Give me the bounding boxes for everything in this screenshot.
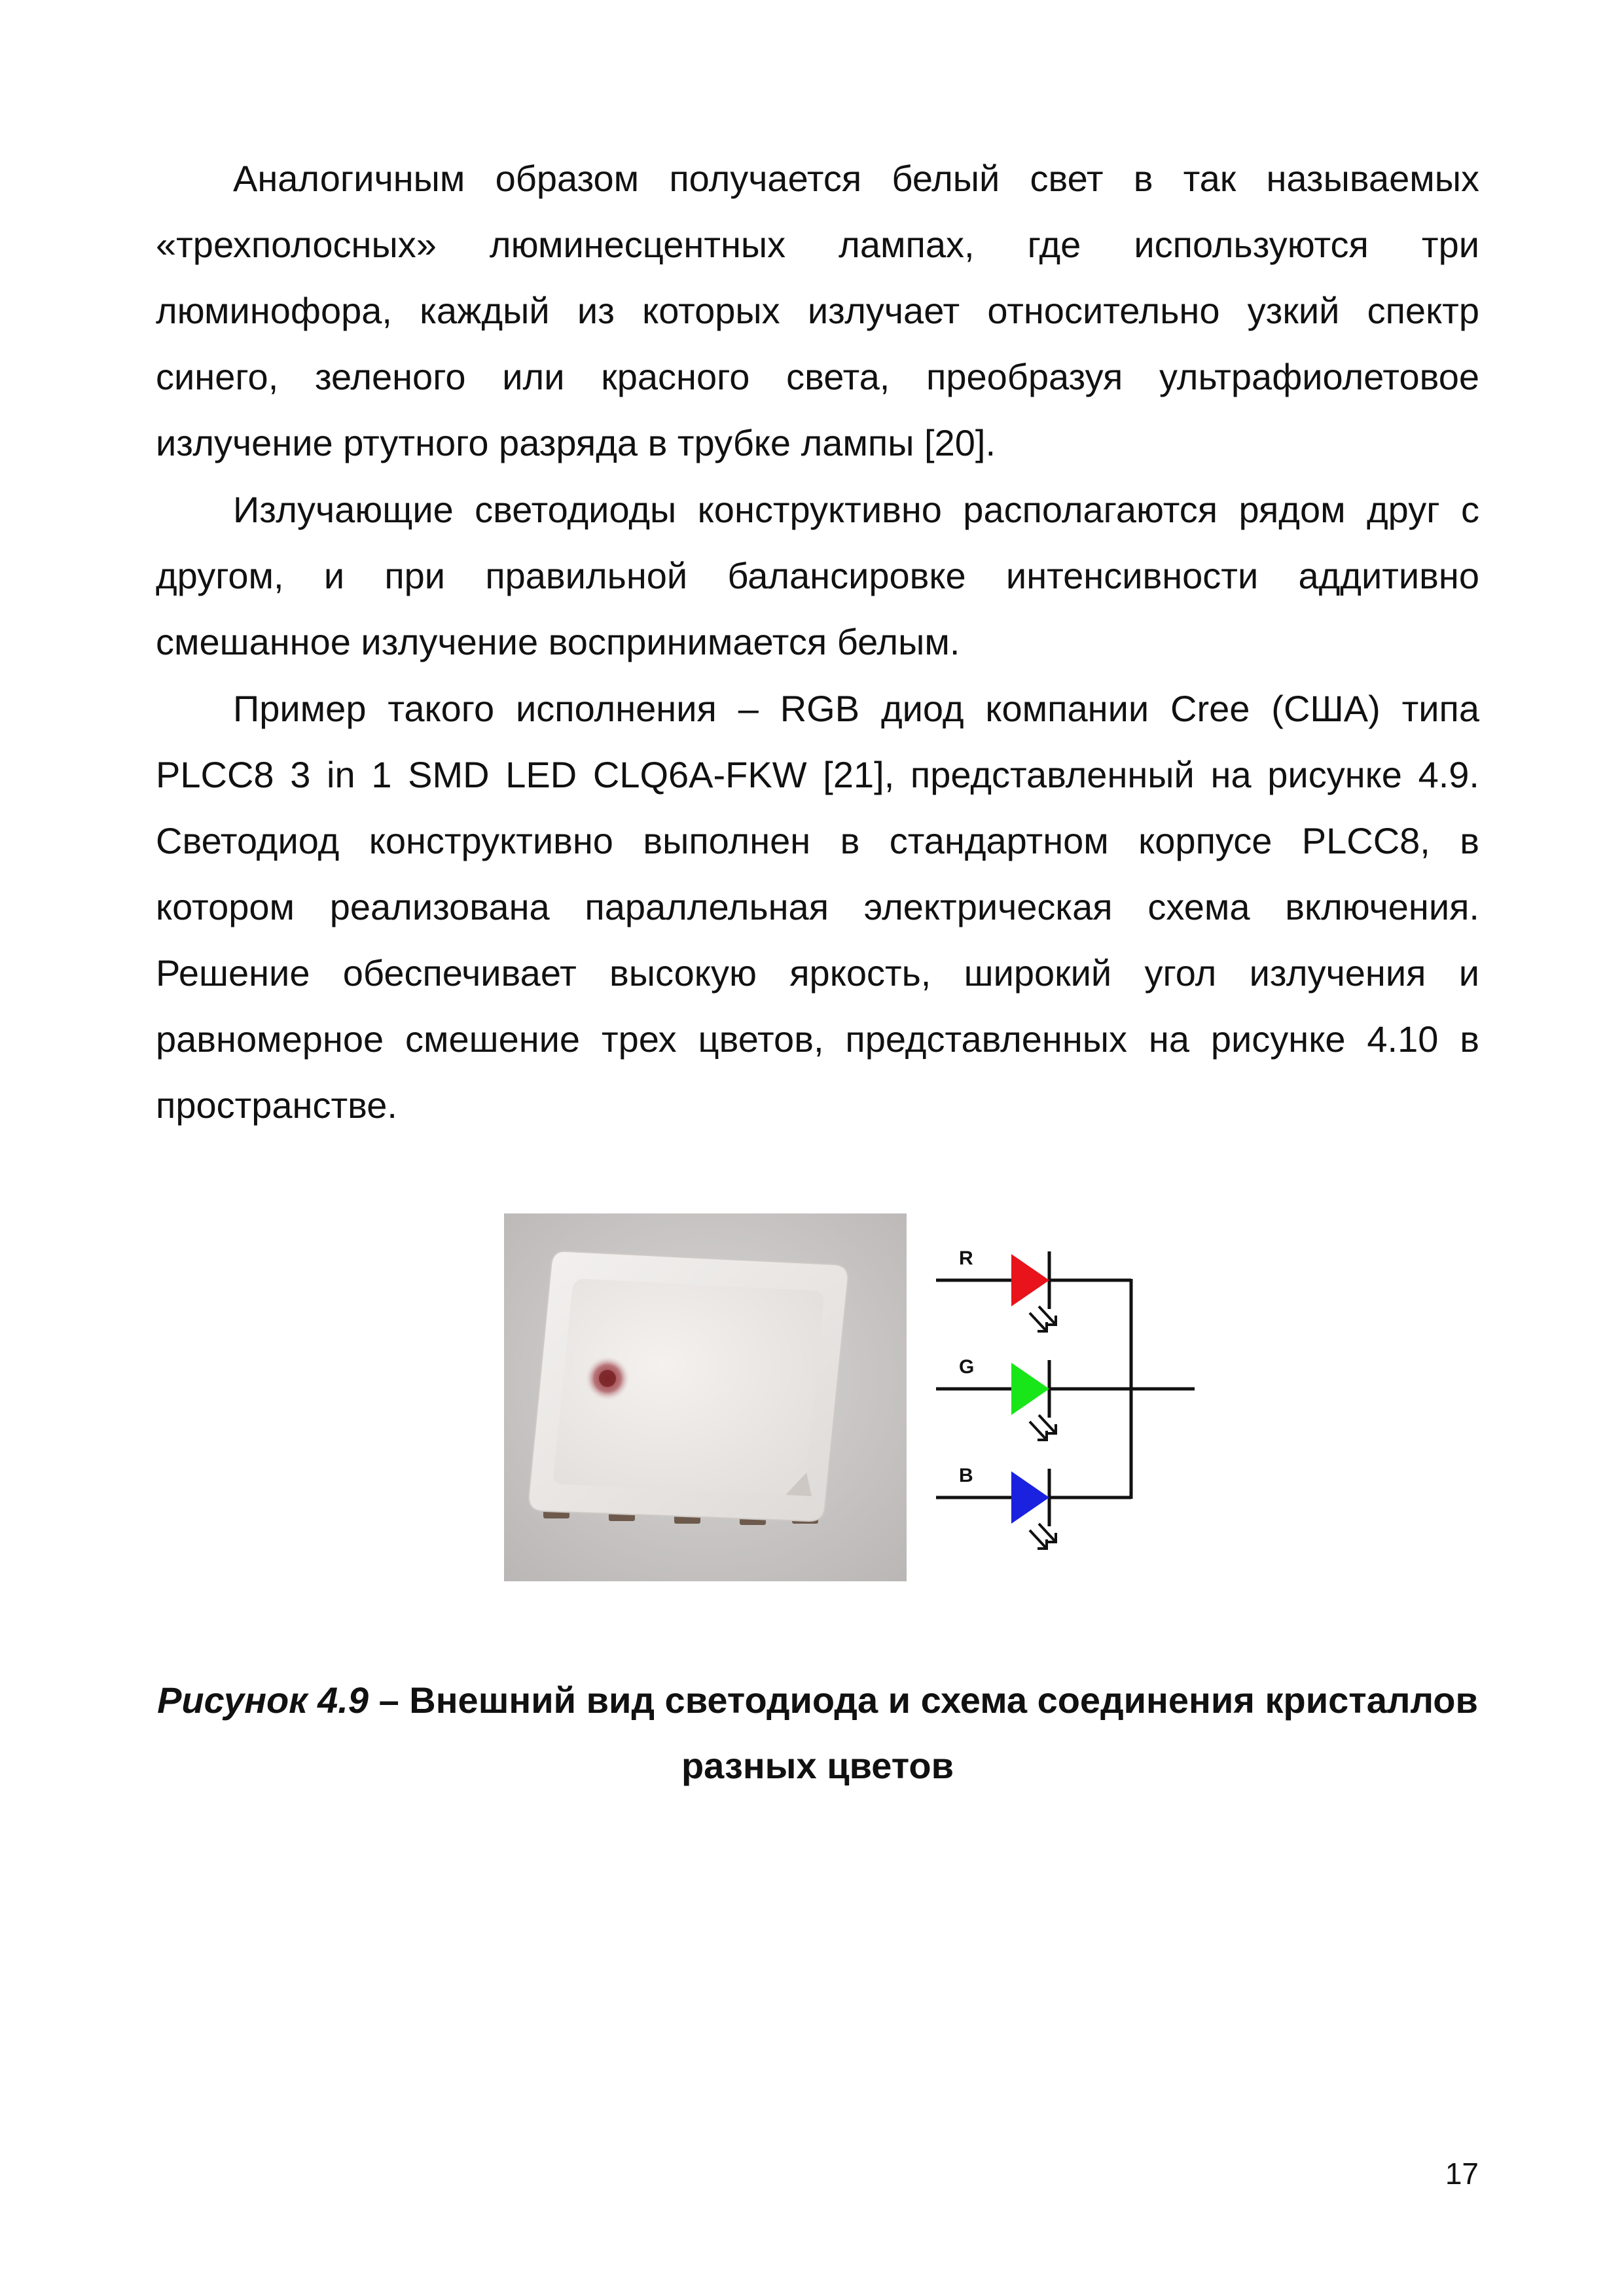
- label-g: G: [959, 1356, 975, 1378]
- caption-text: Внешний вид светодиода и схема соединения кристаллов разных цветов: [409, 1679, 1478, 1786]
- caption-dash: –: [369, 1679, 410, 1721]
- red-diode: [1011, 1254, 1049, 1306]
- label-r: R: [959, 1247, 973, 1269]
- page-number: 17: [1445, 2157, 1479, 2191]
- paragraph-3-text: Пример такого исполнения – RGB диод компании Cree (США) типа PLCC8 3 in 1 SMD LED CLQ6A-FKW [21], представленный на рисунке 4.9. Светодиод конструктивно выполнен в стандартном корпусе PLCC8, в котором реализована параллельная электрическая схема включения. Решение обеспечивает высокую яркость, широкий угол излучения и равномерное смешение трех цветов, представленных на рисунке 4.10 в пространстве.: [156, 688, 1479, 1126]
- green-diode: [1011, 1363, 1049, 1415]
- paragraph-1-text: Аналогичным образом получается белый свет в так называемых «трехполосных» люминесцентных лампах, где используются три люминофора, каждый из которых излучает относительно узкий спектр синего, зеленого или красного света, преобразуя ультрафиолетовое излучение ртутного разряда в трубке лампы [20].: [156, 158, 1479, 463]
- caption-label: Рисунок 4.9: [157, 1679, 369, 1721]
- paragraph-1: [156, 145, 1479, 476]
- led-photo: [504, 1213, 907, 1581]
- label-b: B: [959, 1465, 973, 1486]
- figure-4-9: [504, 1213, 1208, 1581]
- figure-caption: [156, 1668, 1479, 1799]
- rgb-schematic: [933, 1213, 1208, 1581]
- paragraph-3: [156, 675, 1479, 1138]
- blue-diode: [1011, 1471, 1049, 1524]
- paragraph-2: [156, 476, 1479, 675]
- paragraph-2-text: Излучающие светодиоды конструктивно располагаются рядом друг с другом, и при правильной балансировке интенсивности аддитивно смешанное излучение воспринимается белым.: [156, 489, 1479, 662]
